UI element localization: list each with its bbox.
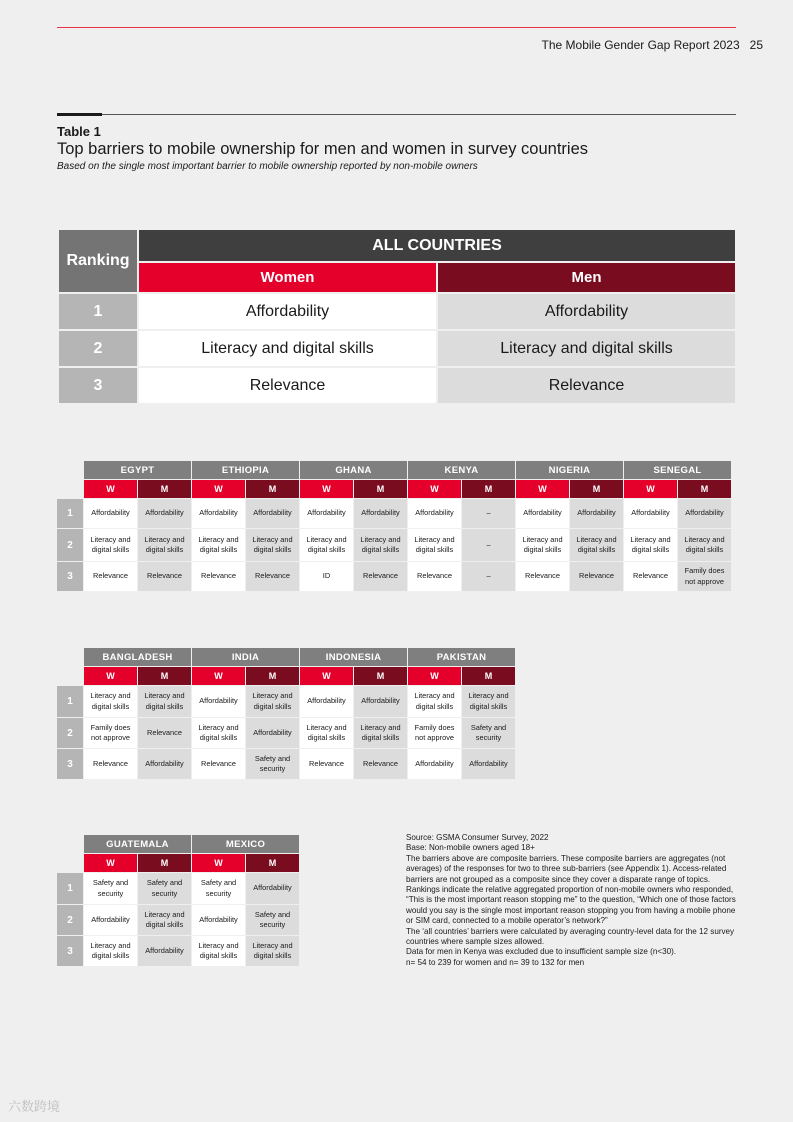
barrier-text: digital skills [415, 701, 454, 711]
men-barrier-cell [354, 686, 407, 717]
men-barrier-cell [138, 905, 191, 935]
table-row [57, 905, 299, 935]
barrier-text: digital skills [631, 545, 670, 554]
women-barrier-cell [408, 529, 461, 561]
men-header: Men [438, 263, 735, 292]
women-barrier-cell [192, 873, 245, 904]
barrier-text: not approve [414, 733, 455, 742]
women-barrier-cell [516, 562, 569, 591]
barrier-text: digital skills [145, 701, 184, 711]
men-col-header: M [570, 480, 623, 498]
women-barrier-cell [192, 686, 245, 717]
barrier-text: Literacy and [360, 534, 401, 544]
barrier-text: Affordability [307, 696, 346, 706]
barrier-text: Affordability [469, 758, 508, 768]
corner-blank [57, 854, 83, 872]
country-header: NIGERIA [516, 461, 623, 479]
barrier-text: Literacy and [252, 691, 293, 700]
women-col-header: W [84, 480, 137, 498]
barrier-text: Relevance [417, 571, 452, 581]
men-barrier-cell [570, 529, 623, 561]
barrier-text: digital skills [253, 701, 292, 711]
barrier-text: Literacy and [306, 722, 347, 732]
barrier-text: Literacy and [252, 940, 293, 950]
barrier-text: digital skills [91, 701, 130, 711]
men-barrier-cell [138, 718, 191, 748]
men-col-header: M [246, 667, 299, 685]
rank-number: 3 [57, 749, 83, 779]
note-line: Source: GSMA Consumer Survey, 2022 [406, 833, 549, 842]
men-barrier-cell [246, 905, 299, 935]
men-barrier-cell [246, 873, 299, 904]
corner-blank [57, 461, 83, 479]
rank-number: 1 [57, 873, 83, 904]
page-number: 25 [749, 38, 763, 52]
barrier-text: Literacy and [144, 534, 185, 544]
country-table-latam [56, 834, 300, 967]
women-barrier-cell [516, 499, 569, 528]
barrier-text: Relevance [255, 571, 290, 581]
men-col-header: M [462, 667, 515, 685]
barrier-text: Literacy and [198, 534, 239, 544]
men-barrier-cell [246, 562, 299, 591]
rank-number: 2 [57, 905, 83, 935]
barrier-text: digital skills [91, 545, 130, 554]
rank-number: 3 [59, 368, 137, 403]
women-col-header: W [192, 480, 245, 498]
men-col-header: M [138, 667, 191, 685]
table-row [57, 936, 299, 966]
barrier-text: Literacy and [90, 940, 131, 950]
barrier-text: Affordability [631, 508, 670, 518]
corner-blank [57, 480, 83, 498]
table-row [57, 749, 515, 779]
men-col-header: M [246, 480, 299, 498]
women-barrier-cell [192, 718, 245, 748]
rank-number: 3 [57, 562, 83, 591]
men-col-header: M [138, 854, 191, 872]
barrier-text: digital skills [415, 545, 454, 554]
rank-number: 1 [59, 294, 137, 329]
rank-number: 2 [57, 529, 83, 561]
barrier-text: digital skills [469, 701, 508, 711]
barrier-text: Affordability [361, 508, 400, 518]
barrier-text: – [486, 539, 491, 549]
women-barrier-cell [408, 749, 461, 779]
barrier-text: Affordability [145, 758, 184, 768]
rank-number: 2 [59, 331, 137, 366]
women-barrier-cell [192, 749, 245, 779]
country-header: PAKISTAN [408, 648, 515, 666]
men-barrier-cell [138, 873, 191, 904]
women-col-header: W [516, 480, 569, 498]
women-barrier-cell [84, 686, 137, 717]
table-subtitle: Based on the single most important barrier to mobile ownership reported by non-mobile owners [57, 161, 478, 172]
barrier-text: Affordability [253, 883, 292, 893]
barrier-text: digital skills [307, 733, 346, 742]
country-header: KENYA [408, 461, 515, 479]
country-header: SENEGAL [624, 461, 731, 479]
ranking-header: Ranking [59, 230, 137, 292]
men-barrier-cell [354, 562, 407, 591]
table-label: Table 1 [57, 124, 101, 139]
barrier-text: digital skills [577, 545, 616, 554]
barrier-text: digital skills [253, 951, 292, 960]
title-rule-accent [57, 113, 102, 116]
men-barrier-cell [138, 529, 191, 561]
women-barrier-cell [84, 749, 137, 779]
barrier-text: Literacy and [90, 534, 131, 544]
women-col-header: W [408, 480, 461, 498]
corner-blank [57, 667, 83, 685]
barrier-text: Safety and [254, 753, 291, 763]
barrier-text: Affordability [361, 696, 400, 706]
men-barrier-cell [570, 562, 623, 591]
corner-blank [57, 835, 83, 853]
report-title: The Mobile Gender Gap Report 2023 [541, 38, 740, 52]
country-header: GHANA [300, 461, 407, 479]
barrier-text: security [205, 888, 232, 898]
barrier-text: Affordability [253, 727, 292, 737]
table-title: Top barriers to mobile ownership for men and women in survey countries [57, 140, 588, 158]
women-barrier: Relevance [139, 368, 436, 403]
country-header: BANGLADESH [84, 648, 191, 666]
barrier-text: digital skills [91, 951, 130, 960]
rank-number: 2 [57, 718, 83, 748]
barrier-text: Affordability [577, 508, 616, 518]
barrier-text: security [475, 733, 502, 742]
table-row [57, 718, 515, 748]
country-header: INDIA [192, 648, 299, 666]
barrier-text: Family does [684, 566, 725, 575]
barrier-text: Affordability [199, 914, 238, 924]
barrier-text: Literacy and [360, 722, 401, 732]
barrier-text: Literacy and [144, 691, 185, 700]
women-col-header: W [624, 480, 677, 498]
barrier-text: Literacy and [522, 534, 563, 544]
women-col-header: W [192, 667, 245, 685]
barrier-text: Affordability [199, 696, 238, 706]
women-barrier-cell [300, 686, 353, 717]
table-row [57, 499, 731, 528]
women-barrier-cell [84, 529, 137, 561]
country-header: MEXICO [192, 835, 299, 853]
watermark-logo: 六数跨境 [8, 1099, 61, 1114]
barrier-text: Literacy and [576, 534, 617, 544]
rank-number: 1 [57, 499, 83, 528]
barrier-text: Affordability [523, 508, 562, 518]
barrier-text: Family does [90, 722, 131, 732]
barrier-text: Safety and [146, 878, 183, 887]
men-barrier-cell [246, 529, 299, 561]
barrier-text: digital skills [361, 733, 400, 742]
barrier-text: not approve [684, 576, 725, 586]
women-barrier-cell [300, 562, 353, 591]
barrier-text: Safety and [200, 878, 237, 887]
men-barrier: Literacy and digital skills [438, 331, 735, 366]
country-header: ETHIOPIA [192, 461, 299, 479]
corner-blank [57, 648, 83, 666]
barrier-text: Family does [414, 722, 455, 732]
women-barrier-cell [300, 718, 353, 748]
table-row [59, 331, 735, 366]
barrier-text: Literacy and [414, 534, 455, 544]
barrier-text: Affordability [145, 945, 184, 955]
barrier-text: Affordability [91, 508, 130, 518]
barrier-text: Literacy and [252, 534, 293, 544]
men-barrier-cell [462, 562, 515, 591]
barrier-text: Affordability [199, 508, 238, 518]
barrier-text: Relevance [201, 758, 236, 768]
barrier-text: digital skills [199, 545, 238, 554]
barrier-text: Literacy and [144, 909, 185, 919]
barrier-text: digital skills [307, 545, 346, 554]
men-barrier-cell [138, 562, 191, 591]
rank-number: 3 [57, 936, 83, 966]
men-col-header: M [678, 480, 731, 498]
note-line: n= 54 to 239 for women and n= 39 to 132 for men [406, 957, 585, 967]
men-barrier-cell [246, 499, 299, 528]
women-col-header: W [84, 667, 137, 685]
barrier-text: Relevance [579, 571, 614, 581]
table-row [57, 562, 731, 591]
barrier-text: – [486, 508, 491, 518]
men-barrier-cell [570, 499, 623, 528]
barrier-text: Relevance [147, 571, 182, 581]
women-barrier-cell [84, 936, 137, 966]
women-barrier: Affordability [139, 294, 436, 329]
women-barrier-cell [84, 905, 137, 935]
barrier-text: security [151, 888, 178, 898]
barrier-text: digital skills [145, 545, 184, 554]
country-header: GUATEMALA [84, 835, 191, 853]
barrier-text: not approve [90, 733, 131, 742]
men-barrier: Relevance [438, 368, 735, 403]
men-col-header: M [246, 854, 299, 872]
barrier-text: Affordability [415, 508, 454, 518]
women-barrier-cell [192, 905, 245, 935]
barrier-text: digital skills [145, 920, 184, 929]
barrier-text: Safety and [92, 878, 129, 887]
all-countries-table [57, 228, 737, 405]
barrier-text: digital skills [199, 733, 238, 742]
barrier-text: Literacy and [198, 940, 239, 950]
barrier-text: digital skills [523, 545, 562, 554]
men-barrier-cell [354, 718, 407, 748]
barrier-text: Affordability [91, 914, 130, 924]
barrier-text: Relevance [525, 571, 560, 581]
women-barrier-cell [408, 718, 461, 748]
barrier-text: Affordability [253, 508, 292, 518]
women-barrier-cell [300, 499, 353, 528]
barrier-text: security [259, 920, 286, 929]
men-barrier-cell [354, 749, 407, 779]
note-line: Data for men in Kenya was excluded due to insufficient sample size (n<30). [406, 947, 677, 957]
barrier-text: Affordability [145, 508, 184, 518]
men-barrier-cell [462, 749, 515, 779]
men-barrier-cell [246, 686, 299, 717]
barrier-text: digital skills [199, 951, 238, 960]
men-barrier-cell [462, 718, 515, 748]
women-barrier-cell [84, 873, 137, 904]
women-col-header: W [300, 480, 353, 498]
title-rule [102, 114, 736, 115]
men-barrier-cell [246, 936, 299, 966]
women-col-header: W [408, 667, 461, 685]
table-row [59, 294, 735, 329]
women-barrier-cell [516, 529, 569, 561]
barrier-text: Safety and [470, 722, 507, 732]
barrier-text: ID [322, 571, 331, 581]
women-col-header: W [192, 854, 245, 872]
barrier-text: Literacy and [414, 691, 455, 700]
barrier-text: Affordability [685, 508, 724, 518]
women-barrier-cell [192, 562, 245, 591]
country-header: INDONESIA [300, 648, 407, 666]
men-barrier: Affordability [438, 294, 735, 329]
barrier-text: Relevance [633, 571, 668, 581]
women-barrier-cell [408, 562, 461, 591]
barrier-text: Relevance [93, 571, 128, 581]
barrier-text: Relevance [201, 571, 236, 581]
top-rule [57, 27, 736, 28]
women-col-header: W [300, 667, 353, 685]
men-barrier-cell [138, 686, 191, 717]
women-barrier-cell [192, 936, 245, 966]
barrier-text: Relevance [363, 571, 398, 581]
women-barrier-cell [624, 499, 677, 528]
table-row [57, 873, 299, 904]
women-barrier-cell [84, 499, 137, 528]
barrier-text: Safety and [254, 909, 291, 919]
barrier-text: digital skills [685, 545, 724, 554]
barrier-text: Literacy and [198, 722, 239, 732]
source-notes [406, 833, 741, 968]
barrier-text: Literacy and [630, 534, 671, 544]
barrier-text: Literacy and [306, 534, 347, 544]
women-barrier-cell [300, 749, 353, 779]
barrier-text: Literacy and [684, 534, 725, 544]
barrier-text: Relevance [147, 727, 182, 737]
women-barrier-cell [624, 562, 677, 591]
men-barrier-cell [354, 529, 407, 561]
country-header: EGYPT [84, 461, 191, 479]
men-col-header: M [354, 667, 407, 685]
note-line: Base: Non-mobile owners aged 18+ [406, 843, 535, 853]
barrier-text: Relevance [309, 758, 344, 768]
women-barrier-cell [300, 529, 353, 561]
country-table-asia [56, 647, 516, 780]
men-col-header: M [462, 480, 515, 498]
barrier-text: Literacy and [468, 691, 509, 700]
note-line: The ‘all countries’ barriers were calculated by averaging country-level data for the 12 survey countries where sample sizes allowed. [406, 926, 735, 947]
barrier-text: Affordability [415, 758, 454, 768]
table-row [57, 686, 515, 717]
women-barrier-cell [624, 529, 677, 561]
men-barrier-cell [678, 529, 731, 561]
barrier-text: – [486, 571, 491, 581]
men-barrier-cell [462, 529, 515, 561]
women-barrier-cell [408, 686, 461, 717]
barrier-text: digital skills [361, 545, 400, 554]
women-barrier-cell [408, 499, 461, 528]
barrier-text: Relevance [363, 758, 398, 768]
men-barrier-cell [246, 718, 299, 748]
barrier-text: security [97, 888, 124, 898]
rank-number: 1 [57, 686, 83, 717]
barrier-text: security [259, 764, 286, 773]
table-row [57, 529, 731, 561]
women-barrier-cell [84, 718, 137, 748]
note-line: The barriers above are composite barriers. These composite barriers are aggregates (not averages) of the responses for two to three sub-barriers (see Appendix 1). Access-related barriers are not grouped as a composite since they cover a disparate range of topics. Rankings indicate the relative aggregated proportion of non-mobile owners who responded, “This is the most important reason stopping me” to the question, “Which one of those factors would you say is the single most important reason stopping you from having a mobile phone or SIM card, connected to a mobile operator’s network?” [406, 853, 736, 926]
country-table-africa [56, 460, 732, 592]
men-col-header: M [138, 480, 191, 498]
barrier-text: Literacy and [90, 691, 131, 700]
men-barrier-cell [462, 686, 515, 717]
barrier-text: digital skills [253, 545, 292, 554]
women-barrier-cell [192, 499, 245, 528]
barrier-text: Relevance [93, 758, 128, 768]
women-header: Women [139, 263, 436, 292]
men-barrier-cell [354, 499, 407, 528]
running-header [542, 38, 763, 52]
women-barrier-cell [84, 562, 137, 591]
women-col-header: W [84, 854, 137, 872]
men-barrier-cell [678, 499, 731, 528]
men-barrier-cell [246, 749, 299, 779]
men-barrier-cell [138, 936, 191, 966]
men-col-header: M [354, 480, 407, 498]
women-barrier: Literacy and digital skills [139, 331, 436, 366]
barrier-text: Affordability [307, 508, 346, 518]
men-barrier-cell [138, 749, 191, 779]
women-barrier-cell [192, 529, 245, 561]
table-row [59, 368, 735, 403]
men-barrier-cell [462, 499, 515, 528]
men-barrier-cell [678, 562, 731, 591]
men-barrier-cell [138, 499, 191, 528]
all-countries-header: ALL COUNTRIES [139, 230, 735, 261]
